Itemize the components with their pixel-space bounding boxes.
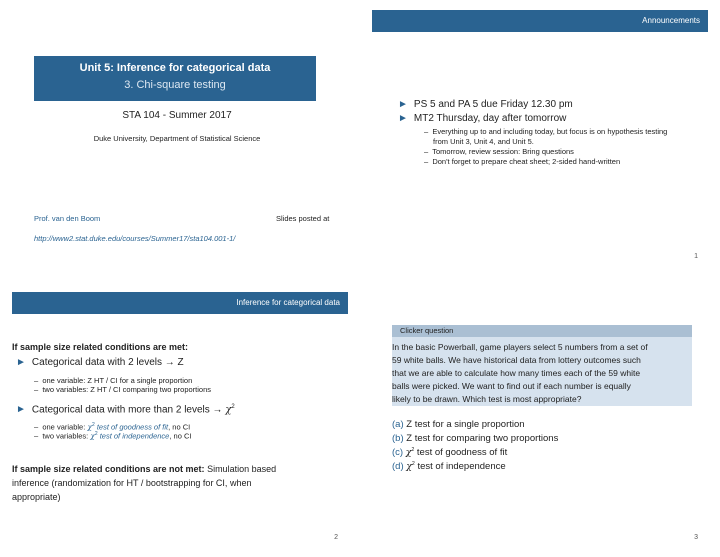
announcements-slide bbox=[372, 10, 708, 270]
title-banner bbox=[34, 56, 316, 101]
answer-option-a[interactable]: (a) Z test for a single proportion bbox=[392, 419, 525, 430]
bullet-subitem: – two variables: $\chi^2$ test of independence, no CI bbox=[34, 431, 192, 441]
bullet-item: ► Categorical data with 2 levels → Z bbox=[16, 357, 184, 368]
conditions-met-heading: If sample size related conditions are met: bbox=[12, 342, 189, 352]
slide-title: Unit 5: Inference for categorical data bbox=[79, 62, 271, 74]
course-url-link[interactable]: http://www2.stat.duke.edu/courses/Summer17/sta104.001-1/ bbox=[34, 234, 236, 243]
announcement-item: ► PS 5 and PA 5 due Friday 12.30 pm bbox=[398, 99, 573, 110]
conditions-not-met-text: If sample size related conditions are not met: Simulation based inference (randomization for HT / bootstrapping for CI, when appropriate) bbox=[12, 464, 277, 502]
course-name: STA 104 - Summer 2017 bbox=[122, 110, 232, 121]
triangle-bullet-icon: ► bbox=[16, 404, 26, 416]
slides-posted: Slides posted at bbox=[276, 214, 330, 223]
header-title: Announcements bbox=[642, 16, 700, 25]
clicker-slide bbox=[372, 292, 708, 548]
bullet-subitem: – one variable: Z HT / CI for a single proportion bbox=[34, 376, 193, 385]
announcement-subitem: – Tomorrow, review session: Bring questions bbox=[424, 147, 574, 156]
triangle-bullet-icon: ► bbox=[398, 113, 408, 124]
announcement-subitem-continued: from Unit 3, Unit 4, and Unit 5. bbox=[433, 137, 534, 146]
triangle-bullet-icon: ► bbox=[16, 357, 26, 368]
bullet-subitem: – one variable: $\chi^2$ test of goodness of fit, no CI bbox=[34, 422, 191, 432]
answer-option-d[interactable]: (d) $\chi^2$ test of independence bbox=[392, 461, 506, 473]
answer-option-c[interactable]: (c) $\chi^2$ test of goodness of fit bbox=[392, 447, 508, 459]
announcement-subitem: – Don't forget to prepare cheat sheet; 2-sided hand-written bbox=[424, 157, 621, 166]
slide-subtitle: 3. Chi-square testing bbox=[124, 79, 226, 91]
inference-header bbox=[12, 292, 348, 314]
clicker-box bbox=[392, 325, 692, 406]
title-slide bbox=[12, 10, 348, 270]
announcement-item: ► MT2 Thursday, day after tomorrow bbox=[398, 113, 567, 124]
announcements-header bbox=[372, 10, 708, 32]
triangle-bullet-icon: ► bbox=[398, 99, 408, 110]
department: Duke University, Department of Statistical Science bbox=[93, 134, 261, 143]
bullet-subitem: – two variables: Z HT / CI comparing two proportions bbox=[34, 385, 212, 394]
clicker-label: Clicker question bbox=[392, 325, 692, 337]
instructor: Prof. van den Boom bbox=[34, 214, 101, 223]
page-number: 3 bbox=[694, 534, 698, 541]
header-title: Inference for categorical data bbox=[236, 298, 340, 307]
answer-option-b[interactable]: (b) Z test for comparing two proportions bbox=[392, 433, 559, 444]
clicker-question: In the basic Powerball, game players select 5 numbers from a set of 59 white balls. We have historical data from lottery outcomes such that we are able to calculate how many times each of the 59 white balls were picked. We want to find out if each number is equally likely to be drawn. Which test is most appropriate? bbox=[392, 342, 648, 404]
inference-slide bbox=[12, 292, 348, 548]
bullet-item: ► Categorical data with more than 2 levels → $\chi^2$ bbox=[16, 404, 235, 416]
page-number: 2 bbox=[334, 534, 338, 541]
page-number: 1 bbox=[694, 253, 698, 260]
announcement-subitem: – Everything up to and including today, but focus is on hypothesis testing bbox=[424, 127, 668, 136]
